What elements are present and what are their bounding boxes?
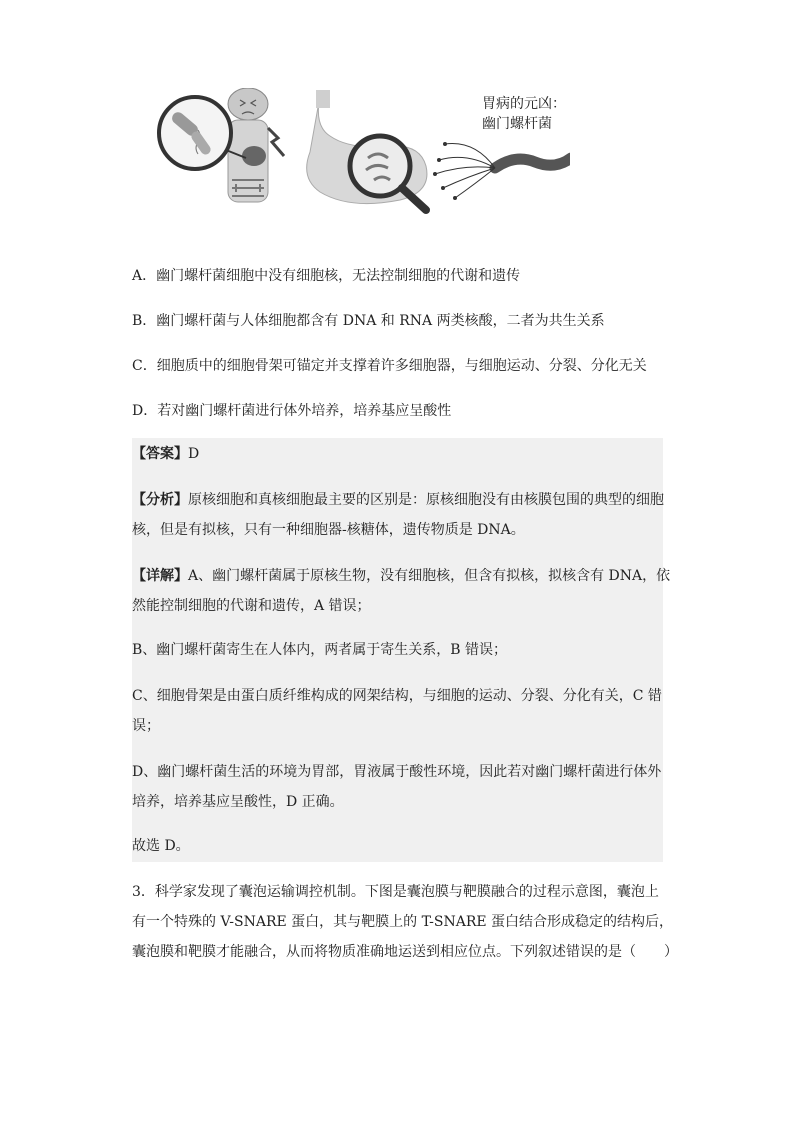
detail-a-line-1 [132,566,670,586]
conclusion-line: 故选 D。 [132,838,190,854]
detail-c-line-1: C、细胞骨架是由蛋白质纤维构成的网架结构，与细胞的运动、分裂、分化有关，C 错 [132,688,662,704]
caption-line-2: 幽门螺杆菌 [482,116,552,132]
detail-label: 【详解】 [132,568,188,584]
analysis-label: 【分析】 [132,492,188,508]
helicobacter-bacterium [433,142,570,200]
question3-line-1: 3．科学家发现了囊泡运输调控机制。下图是囊泡膜与靶膜融合的过程示意图，囊泡上 [132,884,659,900]
answer-label: 【答案】 [132,446,188,462]
answer-value: D [188,446,200,462]
option-c: C．细胞质中的细胞骨架可锚定并支撑着许多细胞器，与细胞运动、分裂、分化无关 [132,358,647,374]
analysis-line-1 [132,490,664,510]
answer-line [132,444,199,464]
sick-person-illustration [228,88,284,202]
figure-caption [482,94,566,134]
analysis-line-2: 核，但是有拟核，只有一种细胞器-核糖体，遗传物质是 DNA。 [132,522,525,538]
question3-line-3: 囊泡膜和靶膜才能融合，从而将物质准确地运送到相应位点。下列叙述错误的是（ ） [132,944,678,960]
detail-c-line-2: 误； [132,718,160,734]
detail-a-line-2: 然能控制细胞的代谢和遗传，A 错误； [132,598,371,614]
detail-b-line: B、幽门螺杆菌寄生在人体内，两者属于寄生关系，B 错误； [132,642,508,658]
option-a: A．幽门螺杆菌细胞中没有细胞核，无法控制细胞的代谢和遗传 [132,268,521,284]
analysis-text-1: 原核细胞和真核细胞最主要的区别是：原核细胞没有由核膜包围的典型的细胞 [188,492,664,508]
detail-d-line-1: D、幽门螺杆菌生活的环境为胃部，胃液属于酸性环境，因此若对幽门螺杆菌进行体外 [132,764,662,780]
option-d: D．若对幽门螺杆菌进行体外培养，培养基应呈酸性 [132,403,452,419]
caption-line-1: 胃病的元凶： [482,96,566,112]
option-b: B．幽门螺杆菌与人体细胞都含有 DNA 和 RNA 两类核酸，二者为共生关系 [132,313,605,329]
detail-d-line-2: 培养，培养基应呈酸性，D 正确。 [132,794,344,810]
detail-a-text-1: A、幽门螺杆菌属于原核生物，没有细胞核，但含有拟核，拟核含有 DNA，依 [188,568,671,584]
question3-line-2: 有一个特殊的 V-SNARE 蛋白，其与靶膜上的 T-SNARE 蛋白结合形成稳定的结构后， [132,914,674,930]
